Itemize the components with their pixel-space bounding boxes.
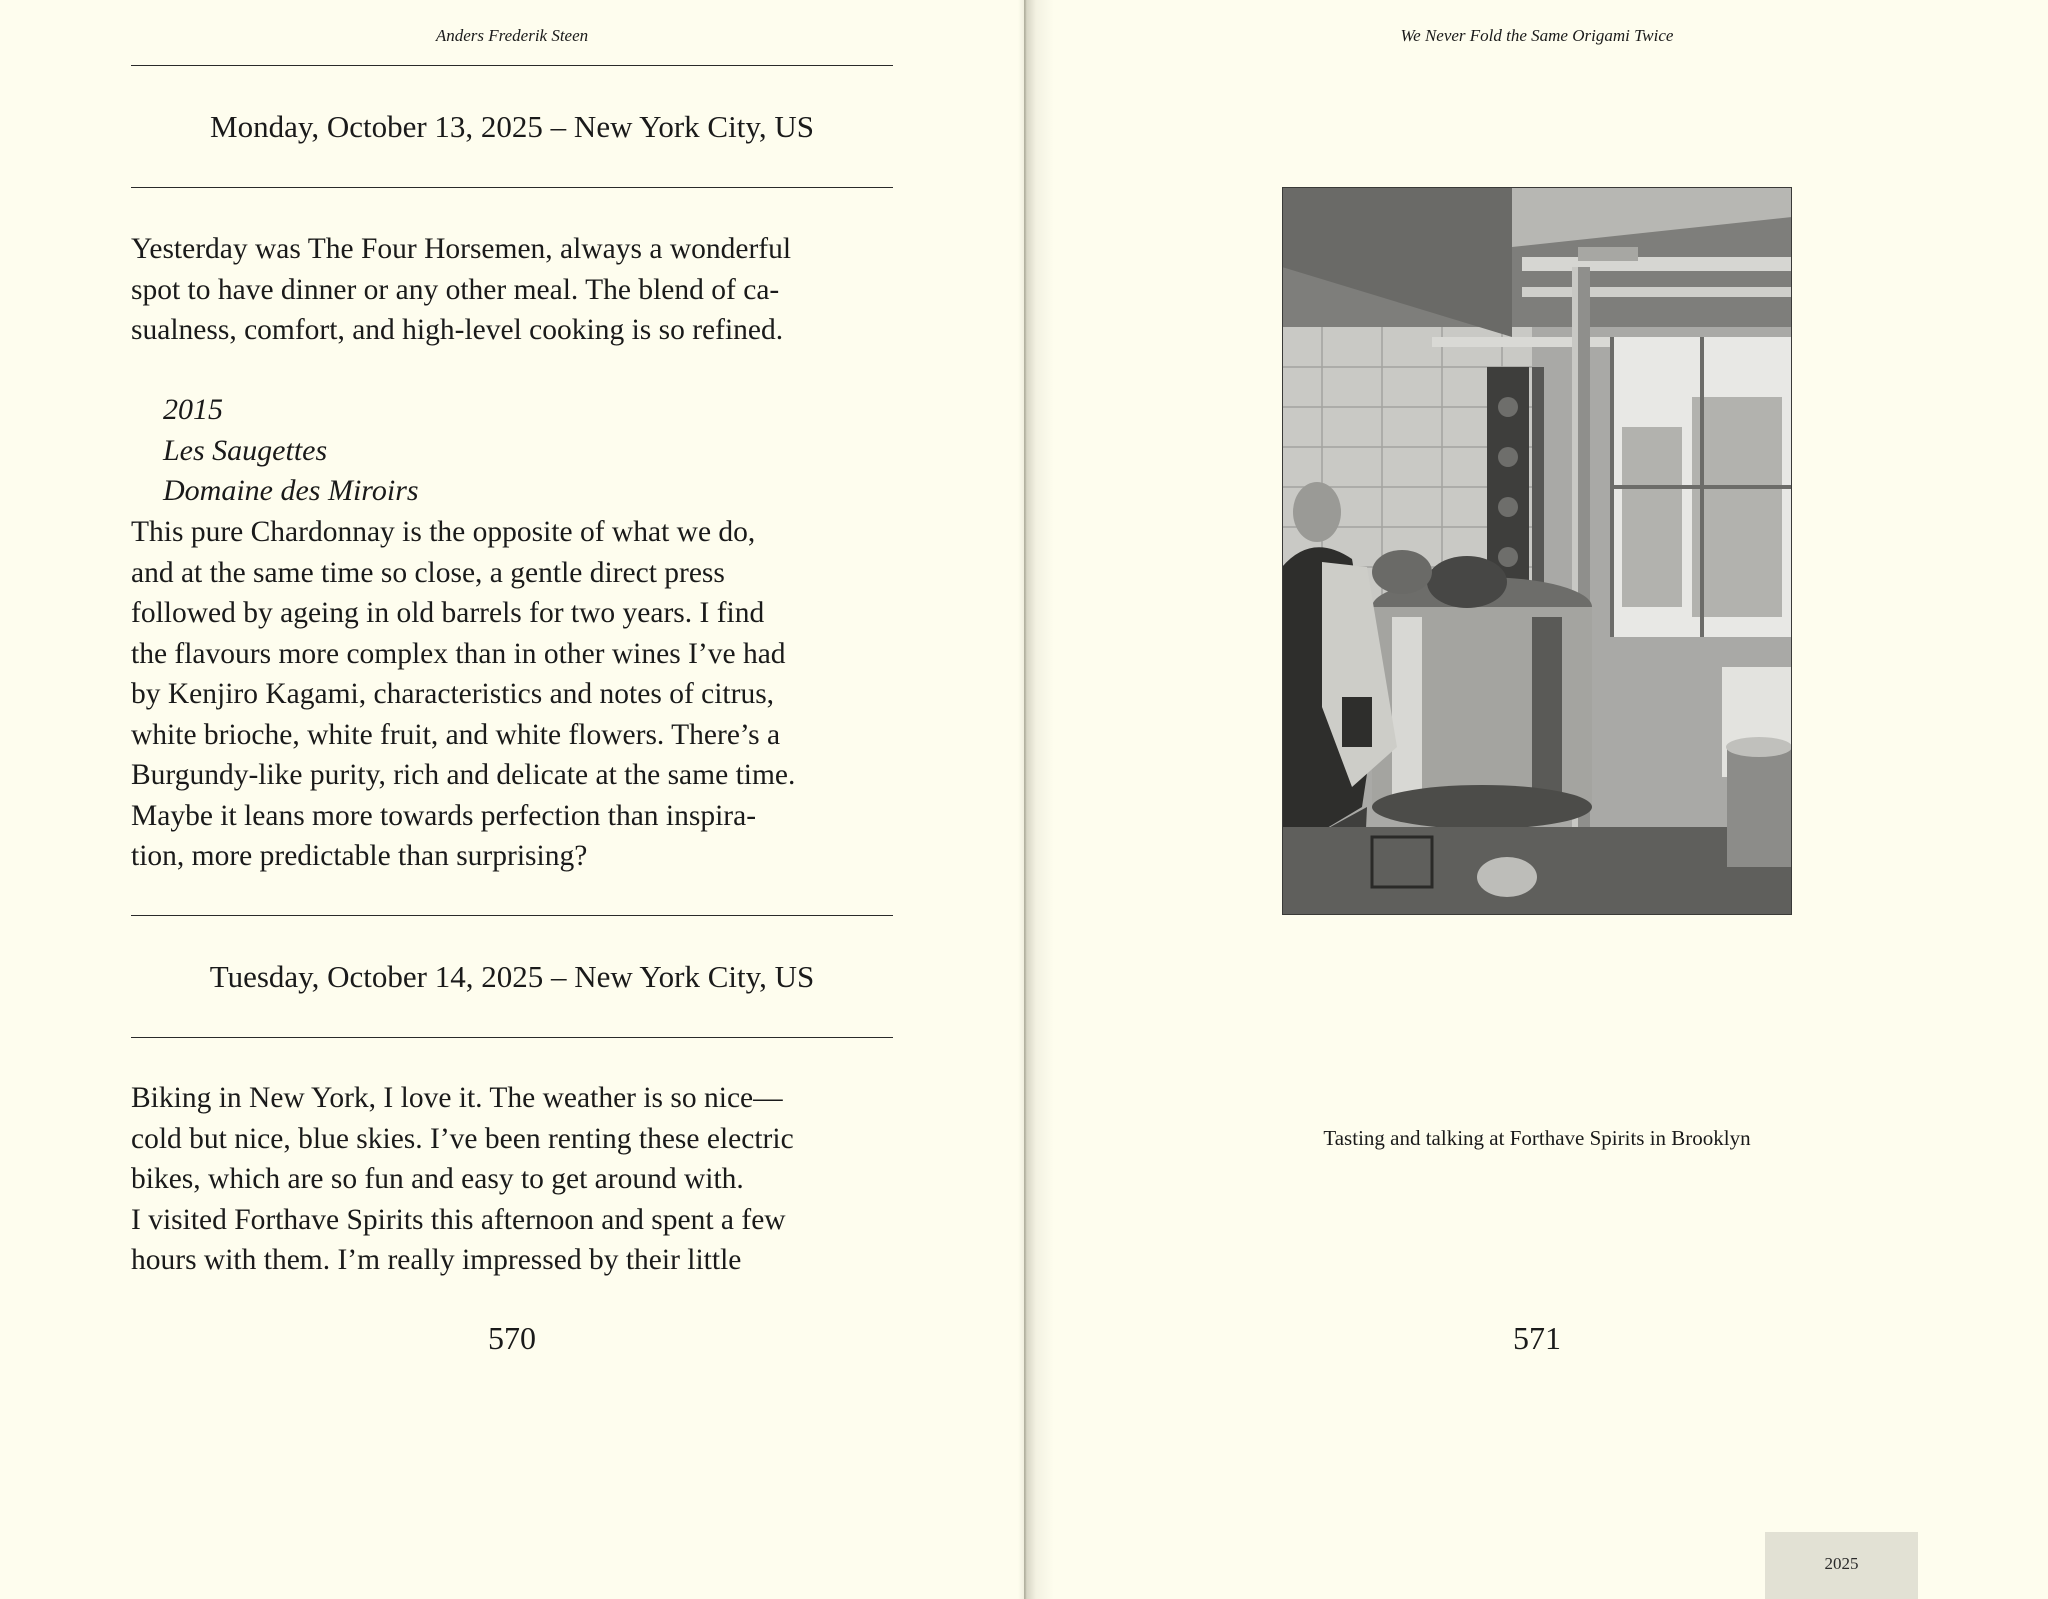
text-line: tion, more predictable than surprising? — [131, 840, 588, 872]
text-line: hours with them. I’m really impressed by their little — [131, 1244, 742, 1276]
text-line: I visited Forthave Spirits this afternoon and spent a few — [131, 1203, 786, 1236]
page-number: 571 — [1513, 1320, 1561, 1356]
wine-vintage: 2015 — [163, 393, 223, 426]
entry-paragraph — [131, 229, 911, 351]
text-line: white brioche, white fruit, and white flowers. There’s a — [131, 718, 781, 751]
wine-producer: Domaine des Miroirs — [163, 474, 419, 507]
entry-date-heading: Monday, October 13, 2025 – New York City, US — [210, 109, 814, 144]
photo-caption: Tasting and talking at Forthave Spirits in Brooklyn — [1323, 1126, 1751, 1150]
running-head-author: Anders Frederik Steen — [435, 26, 589, 45]
entry-paragraph — [131, 512, 911, 877]
text-line: by Kenjiro Kagami, characteristics and notes of citrus, — [131, 678, 775, 710]
text-line: Biking in New York, I love it. The weather is so nice— — [131, 1082, 783, 1114]
text-line: cold but nice, blue skies. I’ve been renting these electric — [131, 1122, 794, 1155]
text-line: sualness, comfort, and high-level cooking is so refined. — [131, 314, 784, 346]
wine-note — [163, 390, 419, 512]
text-line: Maybe it leans more towards perfection than inspira- — [131, 799, 757, 832]
photo-distillery — [1282, 187, 1792, 915]
photo-image — [1282, 187, 1792, 915]
text-line: spot to have dinner or any other meal. The blend of ca- — [131, 273, 780, 306]
year-tab-button[interactable]: 2025 — [1765, 1532, 1918, 1599]
text-line: Yesterday was The Four Horsemen, always a wonderful — [131, 233, 792, 265]
rule-divider — [131, 65, 893, 66]
text-line: the flavours more complex than in other wines I’ve had — [131, 637, 786, 670]
rule-divider — [131, 915, 893, 916]
text-line: bikes, which are so fun and easy to get around with. — [131, 1163, 744, 1195]
wine-name: Les Saugettes — [163, 433, 328, 467]
page-number: 570 — [488, 1320, 536, 1356]
entry-date-heading: Tuesday, October 14, 2025 – New York City, US — [209, 959, 815, 994]
text-line: This pure Chardonnay is the opposite of what we do, — [131, 516, 756, 548]
right-page — [1026, 0, 2048, 1599]
running-head-title: We Never Fold the Same Origami Twice — [1400, 26, 1674, 45]
rule-divider — [131, 1037, 893, 1038]
text-line: and at the same time so close, a gentle direct press — [131, 556, 725, 589]
entry-paragraph — [131, 1078, 911, 1281]
text-line: followed by ageing in old barrels for two years. I find — [131, 597, 765, 629]
rule-divider — [131, 187, 893, 188]
text-line: Burgundy-like purity, rich and delicate at the same time. — [131, 759, 796, 791]
